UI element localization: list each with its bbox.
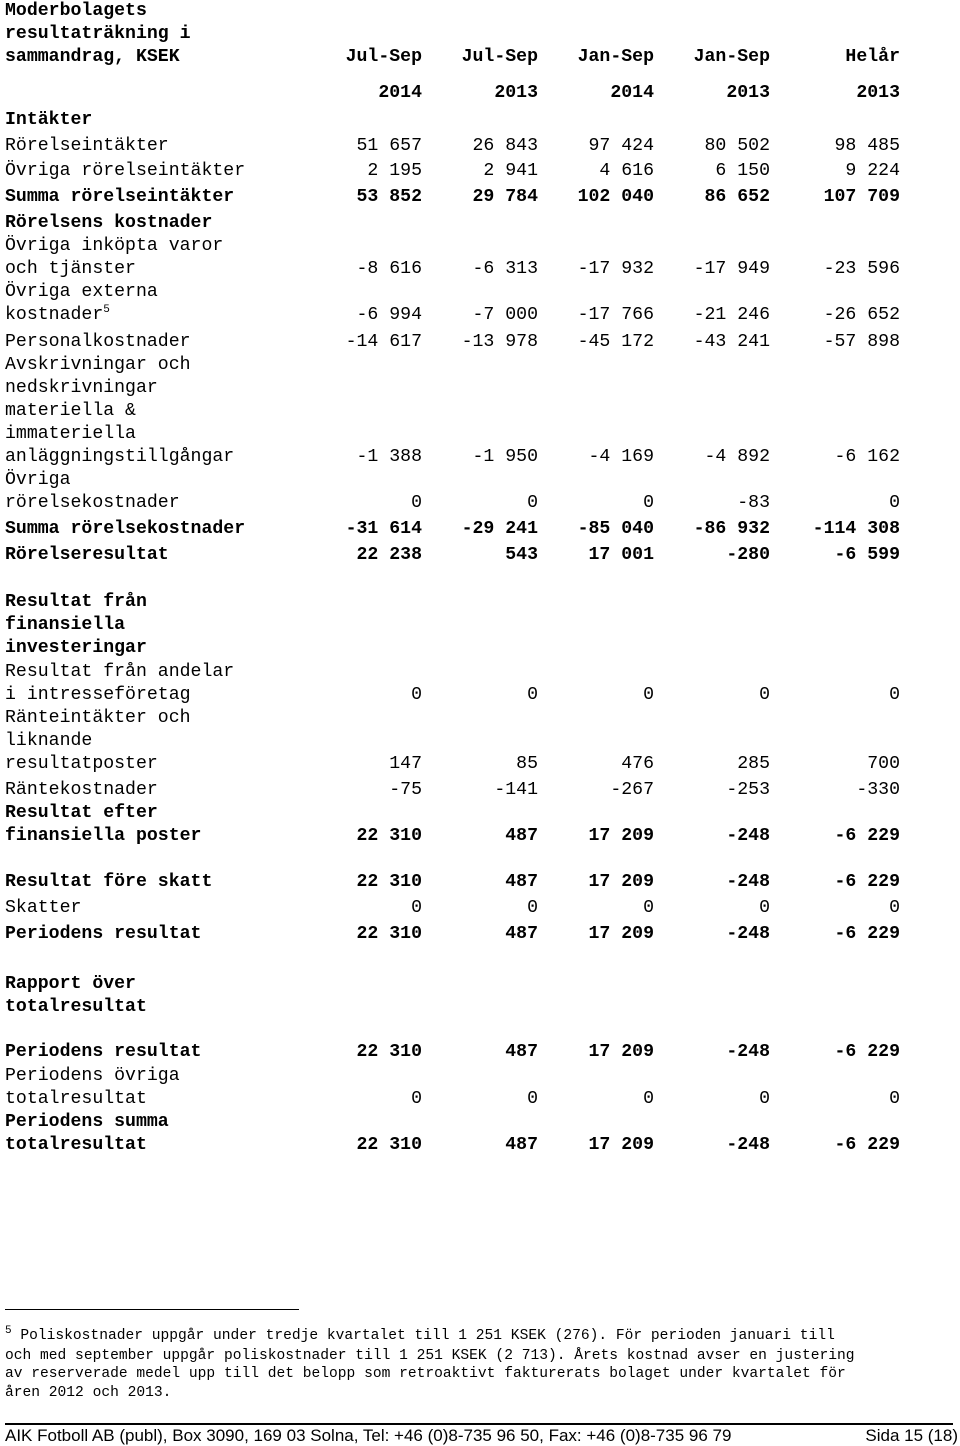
column-year: 2014 <box>610 83 654 103</box>
footnote-line: åren 2012 och 2013. <box>5 1385 172 1401</box>
section-heading-finansiella: finansiella <box>5 615 126 635</box>
value-cell: 26 843 <box>472 136 538 156</box>
value-cell: -13 978 <box>461 332 538 352</box>
table-row <box>5 753 900 776</box>
column-period: Helår <box>845 47 900 67</box>
value-cell: 53 852 <box>356 187 422 207</box>
column-period: Jul-Sep <box>461 47 538 67</box>
value-cell: 543 <box>505 545 538 565</box>
value-cell: 0 <box>759 685 770 705</box>
value-cell: -86 932 <box>693 519 770 539</box>
value-cell: 0 <box>527 898 538 918</box>
column-year: 2013 <box>856 83 900 103</box>
value-cell: 0 <box>643 685 654 705</box>
value-cell: 22 310 <box>356 826 422 846</box>
row-label: anläggningstillgångar <box>5 447 235 467</box>
value-cell: -57 898 <box>823 332 900 352</box>
value-cell: -1 388 <box>356 447 422 467</box>
row-label: totalresultat <box>5 1135 147 1155</box>
value-cell: -75 <box>389 780 422 800</box>
footnote-divider <box>5 1309 299 1310</box>
row-label-line: nedskrivningar <box>5 378 158 398</box>
value-cell: 0 <box>527 685 538 705</box>
value-cell: 487 <box>505 1042 538 1062</box>
value-cell: 2 195 <box>367 161 422 181</box>
value-cell: -330 <box>856 780 900 800</box>
value-cell: -6 229 <box>834 872 900 892</box>
value-cell: 22 310 <box>356 924 422 944</box>
value-cell: -280 <box>726 545 770 565</box>
row-label-line: Resultat från andelar <box>5 662 235 682</box>
table-row-total <box>5 1134 900 1157</box>
row-label: rörelsekostnader <box>5 493 180 513</box>
value-cell: 0 <box>643 1089 654 1109</box>
value-cell: -8 616 <box>356 259 422 279</box>
value-cell: 17 001 <box>588 545 654 565</box>
value-cell: -4 169 <box>588 447 654 467</box>
section-heading-kostnader: Rörelsens kostnader <box>5 213 213 233</box>
value-cell: 0 <box>527 1089 538 1109</box>
table-row <box>5 492 900 515</box>
row-label: Summa rörelsekostnader <box>5 519 246 539</box>
value-cell: 0 <box>889 898 900 918</box>
value-cell: -45 172 <box>577 332 654 352</box>
row-label: resultatposter <box>5 754 158 774</box>
row-label: Övriga rörelseintäkter <box>5 161 246 181</box>
value-cell: -114 308 <box>812 519 900 539</box>
row-label-line: Övriga <box>5 470 71 490</box>
value-cell: 98 485 <box>834 136 900 156</box>
row-label-line: Periodens summa <box>5 1112 169 1132</box>
value-cell: 51 657 <box>356 136 422 156</box>
value-cell: 0 <box>643 493 654 513</box>
column-year: 2014 <box>378 83 422 103</box>
value-cell: -85 040 <box>577 519 654 539</box>
value-cell: 0 <box>643 898 654 918</box>
row-label: totalresultat <box>5 1089 147 1109</box>
value-cell: 17 209 <box>588 1135 654 1155</box>
value-cell: -21 246 <box>693 305 770 325</box>
value-cell: 17 209 <box>588 1042 654 1062</box>
column-header-years <box>5 82 900 105</box>
value-cell: 85 <box>516 754 538 774</box>
value-cell: -7 000 <box>472 305 538 325</box>
value-cell: -248 <box>726 1042 770 1062</box>
value-cell: -17 932 <box>577 259 654 279</box>
value-cell: 2 941 <box>483 161 538 181</box>
value-cell: 17 209 <box>588 872 654 892</box>
value-cell: 0 <box>889 685 900 705</box>
row-label: i intresseföretag <box>5 685 191 705</box>
footnote-line: av reserverade medel upp till det belopp som retroaktivt fakturerats bolaget under kvartalet för <box>5 1366 846 1382</box>
table-row <box>5 135 900 158</box>
table-row <box>5 258 900 281</box>
row-label: Resultat före skatt <box>5 872 213 892</box>
value-cell: -23 596 <box>823 259 900 279</box>
row-label-line: Avskrivningar och <box>5 355 191 375</box>
row-label-line: Periodens övriga <box>5 1066 180 1086</box>
row-label: Rörelseresultat <box>5 545 169 565</box>
column-period: Jan-Sep <box>693 47 770 67</box>
value-cell: -6 162 <box>834 447 900 467</box>
row-label: finansiella poster <box>5 826 202 846</box>
value-cell: 80 502 <box>704 136 770 156</box>
row-label-line: Övriga inköpta varor <box>5 236 224 256</box>
column-period: Jan-Sep <box>577 47 654 67</box>
value-cell: 700 <box>867 754 900 774</box>
value-cell: -141 <box>494 780 538 800</box>
table-row <box>5 160 900 183</box>
value-cell: 487 <box>505 872 538 892</box>
value-cell: -1 950 <box>472 447 538 467</box>
value-cell: -43 241 <box>693 332 770 352</box>
value-cell: 17 209 <box>588 924 654 944</box>
value-cell: 0 <box>411 898 422 918</box>
value-cell: -6 994 <box>356 305 422 325</box>
row-label-line: liknande <box>5 731 93 751</box>
value-cell: 107 709 <box>823 187 900 207</box>
footnote-line: och med september uppgår poliskostnader till 1 251 KSEK (2 713). Årets kostnad avser en justering <box>5 1348 855 1364</box>
row-label: Personalkostnader <box>5 332 191 352</box>
value-cell: -6 599 <box>834 545 900 565</box>
page-number: Sida 15 (18) <box>865 1426 958 1445</box>
value-cell: 487 <box>505 826 538 846</box>
footnote-line <box>5 1327 835 1347</box>
table-row-total <box>5 923 900 946</box>
value-cell: 22 310 <box>356 1042 422 1062</box>
table-row <box>5 331 900 354</box>
row-label: Rörelseintäkter <box>5 136 169 156</box>
value-cell: 0 <box>411 685 422 705</box>
row-label: Räntekostnader <box>5 780 158 800</box>
value-cell: 6 150 <box>715 161 770 181</box>
column-year: 2013 <box>494 83 538 103</box>
section-heading-intakter: Intäkter <box>5 110 93 130</box>
footnote-text: Poliskostnader uppgår under tredje kvartalet till 1 251 KSEK (276). För perioden januari till <box>20 1328 835 1344</box>
value-cell: -253 <box>726 780 770 800</box>
section-heading-rapport: totalresultat <box>5 997 147 1017</box>
value-cell: 17 209 <box>588 826 654 846</box>
table-row-total <box>5 1041 900 1064</box>
table-row <box>5 897 900 920</box>
value-cell: 285 <box>737 754 770 774</box>
row-label-text: kostnader <box>5 305 104 325</box>
column-header-periods <box>5 46 900 69</box>
section-heading-finansiella: investeringar <box>5 638 147 658</box>
table-row-total <box>5 186 900 209</box>
value-cell: -14 617 <box>345 332 422 352</box>
value-cell: 476 <box>621 754 654 774</box>
table-row-total <box>5 544 900 567</box>
value-cell: -4 892 <box>704 447 770 467</box>
value-cell: 22 310 <box>356 872 422 892</box>
value-cell: 97 424 <box>588 136 654 156</box>
value-cell: 4 616 <box>599 161 654 181</box>
table-row <box>5 1088 900 1111</box>
row-label: Periodens resultat <box>5 924 202 944</box>
row-label-line: Ränteintäkter och <box>5 708 191 728</box>
row-label-line: Övriga externa <box>5 282 158 302</box>
value-cell: -267 <box>610 780 654 800</box>
value-cell: -17 949 <box>693 259 770 279</box>
row-label: Skatter <box>5 898 82 918</box>
statement-title-line1: Moderbolagets <box>5 1 147 21</box>
table-row <box>5 684 900 707</box>
column-period: Jul-Sep <box>345 47 422 67</box>
section-heading-rapport: Rapport över <box>5 974 136 994</box>
value-cell: 0 <box>889 1089 900 1109</box>
value-cell: 487 <box>505 1135 538 1155</box>
value-cell: -6 229 <box>834 826 900 846</box>
value-cell: 0 <box>411 493 422 513</box>
value-cell: 86 652 <box>704 187 770 207</box>
value-cell: -29 241 <box>461 519 538 539</box>
value-cell: -6 229 <box>834 924 900 944</box>
table-row-total <box>5 871 900 894</box>
footnote-number: 5 <box>5 1325 12 1337</box>
value-cell: 22 238 <box>356 545 422 565</box>
value-cell: 29 784 <box>472 187 538 207</box>
value-cell: 0 <box>411 1089 422 1109</box>
footer-divider <box>5 1423 953 1425</box>
value-cell: -248 <box>726 826 770 846</box>
value-cell: -26 652 <box>823 305 900 325</box>
value-cell: -83 <box>737 493 770 513</box>
statement-title-line3: sammandrag, KSEK <box>5 47 180 67</box>
value-cell: 0 <box>889 493 900 513</box>
value-cell: 147 <box>389 754 422 774</box>
value-cell: 22 310 <box>356 1135 422 1155</box>
value-cell: 487 <box>505 924 538 944</box>
statement-title-line2: resultaträkning i <box>5 24 191 44</box>
column-year: 2013 <box>726 83 770 103</box>
value-cell: -6 229 <box>834 1042 900 1062</box>
table-row <box>5 304 900 327</box>
row-label-line: Resultat efter <box>5 803 158 823</box>
value-cell: 0 <box>759 1089 770 1109</box>
value-cell: -31 614 <box>345 519 422 539</box>
value-cell: 0 <box>527 493 538 513</box>
row-label-line: immateriella <box>5 424 136 444</box>
section-heading-finansiella: Resultat från <box>5 592 147 612</box>
row-label: Periodens resultat <box>5 1042 202 1062</box>
value-cell: -248 <box>726 1135 770 1155</box>
value-cell: -248 <box>726 924 770 944</box>
table-row <box>5 779 900 802</box>
value-cell: 102 040 <box>577 187 654 207</box>
value-cell: -6 229 <box>834 1135 900 1155</box>
table-row <box>5 446 900 469</box>
row-label: Summa rörelseintäkter <box>5 187 235 207</box>
value-cell: 0 <box>759 898 770 918</box>
value-cell: -17 766 <box>577 305 654 325</box>
value-cell: -248 <box>726 872 770 892</box>
value-cell: -6 313 <box>472 259 538 279</box>
value-cell: 9 224 <box>845 161 900 181</box>
row-label-line: materiella & <box>5 401 136 421</box>
footnote-ref: 5 <box>103 304 110 316</box>
row-label <box>5 304 110 327</box>
table-row-total <box>5 518 900 541</box>
table-row-total <box>5 825 900 848</box>
row-label: och tjänster <box>5 259 136 279</box>
footer-company-info: AIK Fotboll AB (publ), Box 3090, 169 03 Solna, Tel: +46 (0)8-735 96 50, Fax: +46 (0)8-735 96 79 <box>5 1426 732 1445</box>
